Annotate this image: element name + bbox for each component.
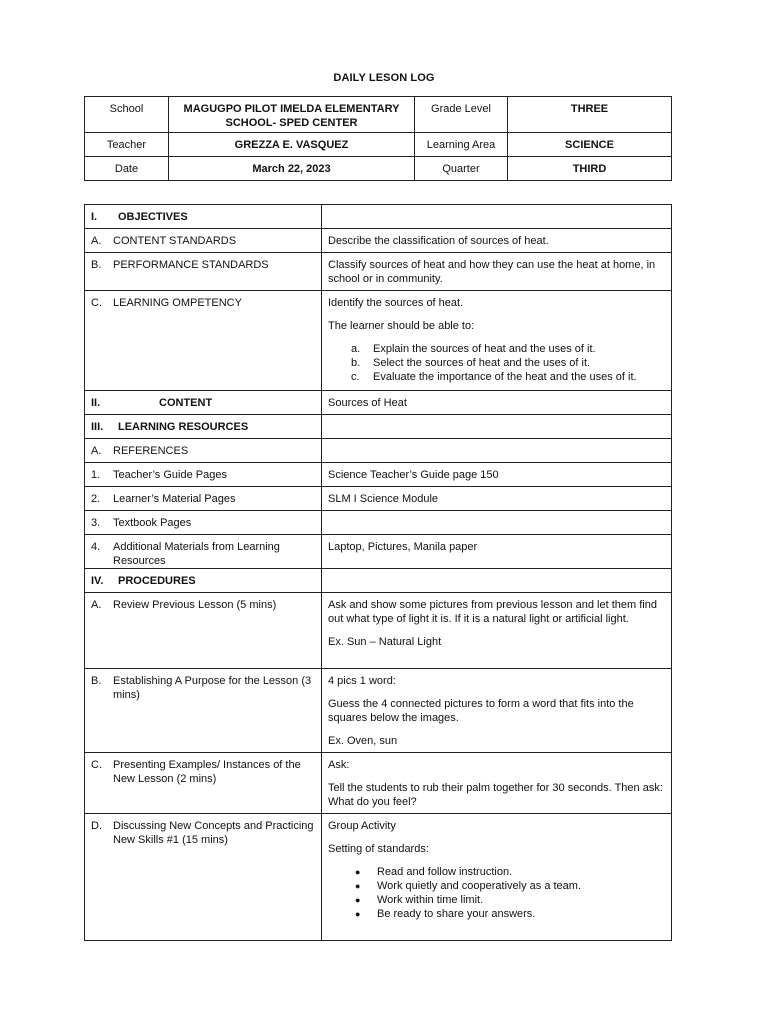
- item-value: Ex. Sun – Natural Light: [328, 636, 442, 648]
- school-value: MAGUGPO PILOT IMELDA ELEMENTARY SCHOOL- SPED CENTER: [169, 97, 415, 133]
- item-value: Setting of standards:: [328, 843, 429, 855]
- table-row: [85, 753, 672, 814]
- item-number: 4.: [91, 541, 101, 553]
- list-item: [328, 370, 665, 384]
- list-text: Work within time limit.: [377, 894, 484, 906]
- item-label: CONTENT STANDARDS: [113, 235, 237, 247]
- table-row: [85, 511, 672, 535]
- list-text: Select the sources of heat and the uses of it.: [373, 357, 591, 369]
- item-number: 2.: [91, 493, 101, 505]
- table-row: [85, 229, 672, 253]
- list-item: [328, 865, 665, 879]
- item-value: Group Activity: [328, 820, 396, 832]
- section-number: II.: [91, 397, 101, 409]
- item-label: Presenting Examples/ Instances of the New Lesson (2 mins): [113, 759, 301, 785]
- teacher-label: Teacher: [85, 133, 169, 157]
- list-item: [328, 879, 665, 893]
- item-number: 3.: [91, 517, 101, 529]
- date-value: March 22, 2023: [169, 157, 415, 181]
- item-value: SLM I Science Module: [322, 487, 672, 511]
- item-value: Sources of Heat: [322, 391, 672, 415]
- section-title: CONTENT: [159, 397, 213, 409]
- table-row: [85, 814, 672, 941]
- item-label: Review Previous Lesson (5 mins): [113, 599, 277, 611]
- section-number: I.: [91, 211, 98, 223]
- item-value: The learner should be able to:: [328, 320, 475, 332]
- table-row: [85, 439, 672, 463]
- table-row: [85, 487, 672, 511]
- item-label: LEARNING OMPETENCY: [113, 297, 242, 309]
- list-marker: c.: [351, 371, 360, 383]
- section-number: IV.: [91, 575, 104, 587]
- section-title: LEARNING RESOURCES: [118, 421, 249, 433]
- item-letter: A.: [91, 235, 102, 247]
- item-label: Textbook Pages: [113, 517, 192, 529]
- table-row: [85, 291, 672, 391]
- area-value: SCIENCE: [508, 133, 672, 157]
- item-value: Tell the students to rub their palm together for 30 seconds. Then ask: What do you feel?: [328, 782, 663, 808]
- list-text: Evaluate the importance of the heat and the uses of it.: [373, 371, 637, 383]
- item-letter: A.: [91, 445, 102, 457]
- item-letter: D.: [91, 820, 102, 832]
- list-marker: a.: [351, 343, 361, 355]
- item-label: REFERENCES: [113, 445, 189, 457]
- item-label: Teacher’s Guide Pages: [113, 469, 227, 481]
- item-label: Additional Materials from Learning Resources: [113, 541, 280, 567]
- table-row: [85, 535, 672, 569]
- list-text: Be ready to share your answers.: [377, 908, 536, 920]
- item-letter: B.: [91, 675, 102, 687]
- list-item: [328, 342, 665, 356]
- objective-list: [328, 342, 665, 384]
- grade-value: THREE: [508, 97, 672, 133]
- item-letter: A.: [91, 599, 102, 611]
- list-text: Explain the sources of heat and the uses of it.: [373, 343, 596, 355]
- quarter-value: THIRD: [508, 157, 672, 181]
- area-label: Learning Area: [415, 133, 508, 157]
- table-row: [85, 391, 672, 415]
- item-value: Laptop, Pictures, Manila paper: [322, 535, 672, 569]
- standards-list: [328, 865, 665, 921]
- table-row: [85, 415, 672, 439]
- item-letter: C.: [91, 297, 102, 309]
- item-value: Describe the classification of sources of heat.: [322, 229, 672, 253]
- item-value: Ask:: [328, 759, 350, 771]
- bullet-icon: ●: [355, 909, 361, 919]
- teacher-value: GREZZA E. VASQUEZ: [169, 133, 415, 157]
- item-letter: C.: [91, 759, 102, 771]
- quarter-label: Quarter: [415, 157, 508, 181]
- list-item: [328, 893, 665, 907]
- list-item: [328, 356, 665, 370]
- bullet-icon: ●: [355, 867, 361, 877]
- item-value: Guess the 4 connected pictures to form a word that fits into the squares below the images.: [328, 698, 634, 724]
- table-row: [85, 205, 672, 229]
- item-label: Discussing New Concepts and Practicing New Skills #1 (15 mins): [113, 820, 314, 846]
- date-label: Date: [85, 157, 169, 181]
- section-title: PROCEDURES: [118, 575, 196, 587]
- header-info-table: [84, 96, 672, 181]
- item-label: Learner’s Material Pages: [113, 493, 236, 505]
- list-text: Read and follow instruction.: [377, 866, 513, 878]
- item-value: Ask and show some pictures from previous lesson and let them find out what type of light it is. If it is a natural light or artificial light.: [328, 599, 657, 625]
- item-value: Ex. Oven, sun: [328, 735, 398, 747]
- bullet-icon: ●: [355, 881, 361, 891]
- list-item: [328, 907, 665, 921]
- item-value: Identify the sources of heat.: [328, 297, 464, 309]
- lesson-plan-table: [84, 204, 672, 941]
- bullet-icon: ●: [355, 895, 361, 905]
- grade-label: Grade Level: [415, 97, 508, 133]
- item-letter: B.: [91, 259, 102, 271]
- page-title: DAILY LESON LOG: [333, 72, 435, 84]
- item-label: Establishing A Purpose for the Lesson (3 mins): [113, 675, 312, 701]
- table-row: [85, 569, 672, 593]
- item-value: Science Teacher’s Guide page 150: [322, 463, 672, 487]
- table-row: [85, 593, 672, 669]
- item-value: [322, 511, 672, 535]
- item-label: PERFORMANCE STANDARDS: [113, 259, 269, 271]
- item-number: 1.: [91, 469, 101, 481]
- school-label: School: [85, 97, 169, 133]
- item-value: 4 pics 1 word:: [328, 675, 396, 687]
- section-number: III.: [91, 421, 104, 433]
- list-marker: b.: [351, 357, 361, 369]
- list-text: Work quietly and cooperatively as a team.: [377, 880, 582, 892]
- section-title: OBJECTIVES: [118, 211, 188, 223]
- item-value: Classify sources of heat and how they can use the heat at home, in school or in community.: [322, 253, 672, 291]
- table-row: [85, 669, 672, 753]
- table-row: [85, 253, 672, 291]
- table-row: [85, 463, 672, 487]
